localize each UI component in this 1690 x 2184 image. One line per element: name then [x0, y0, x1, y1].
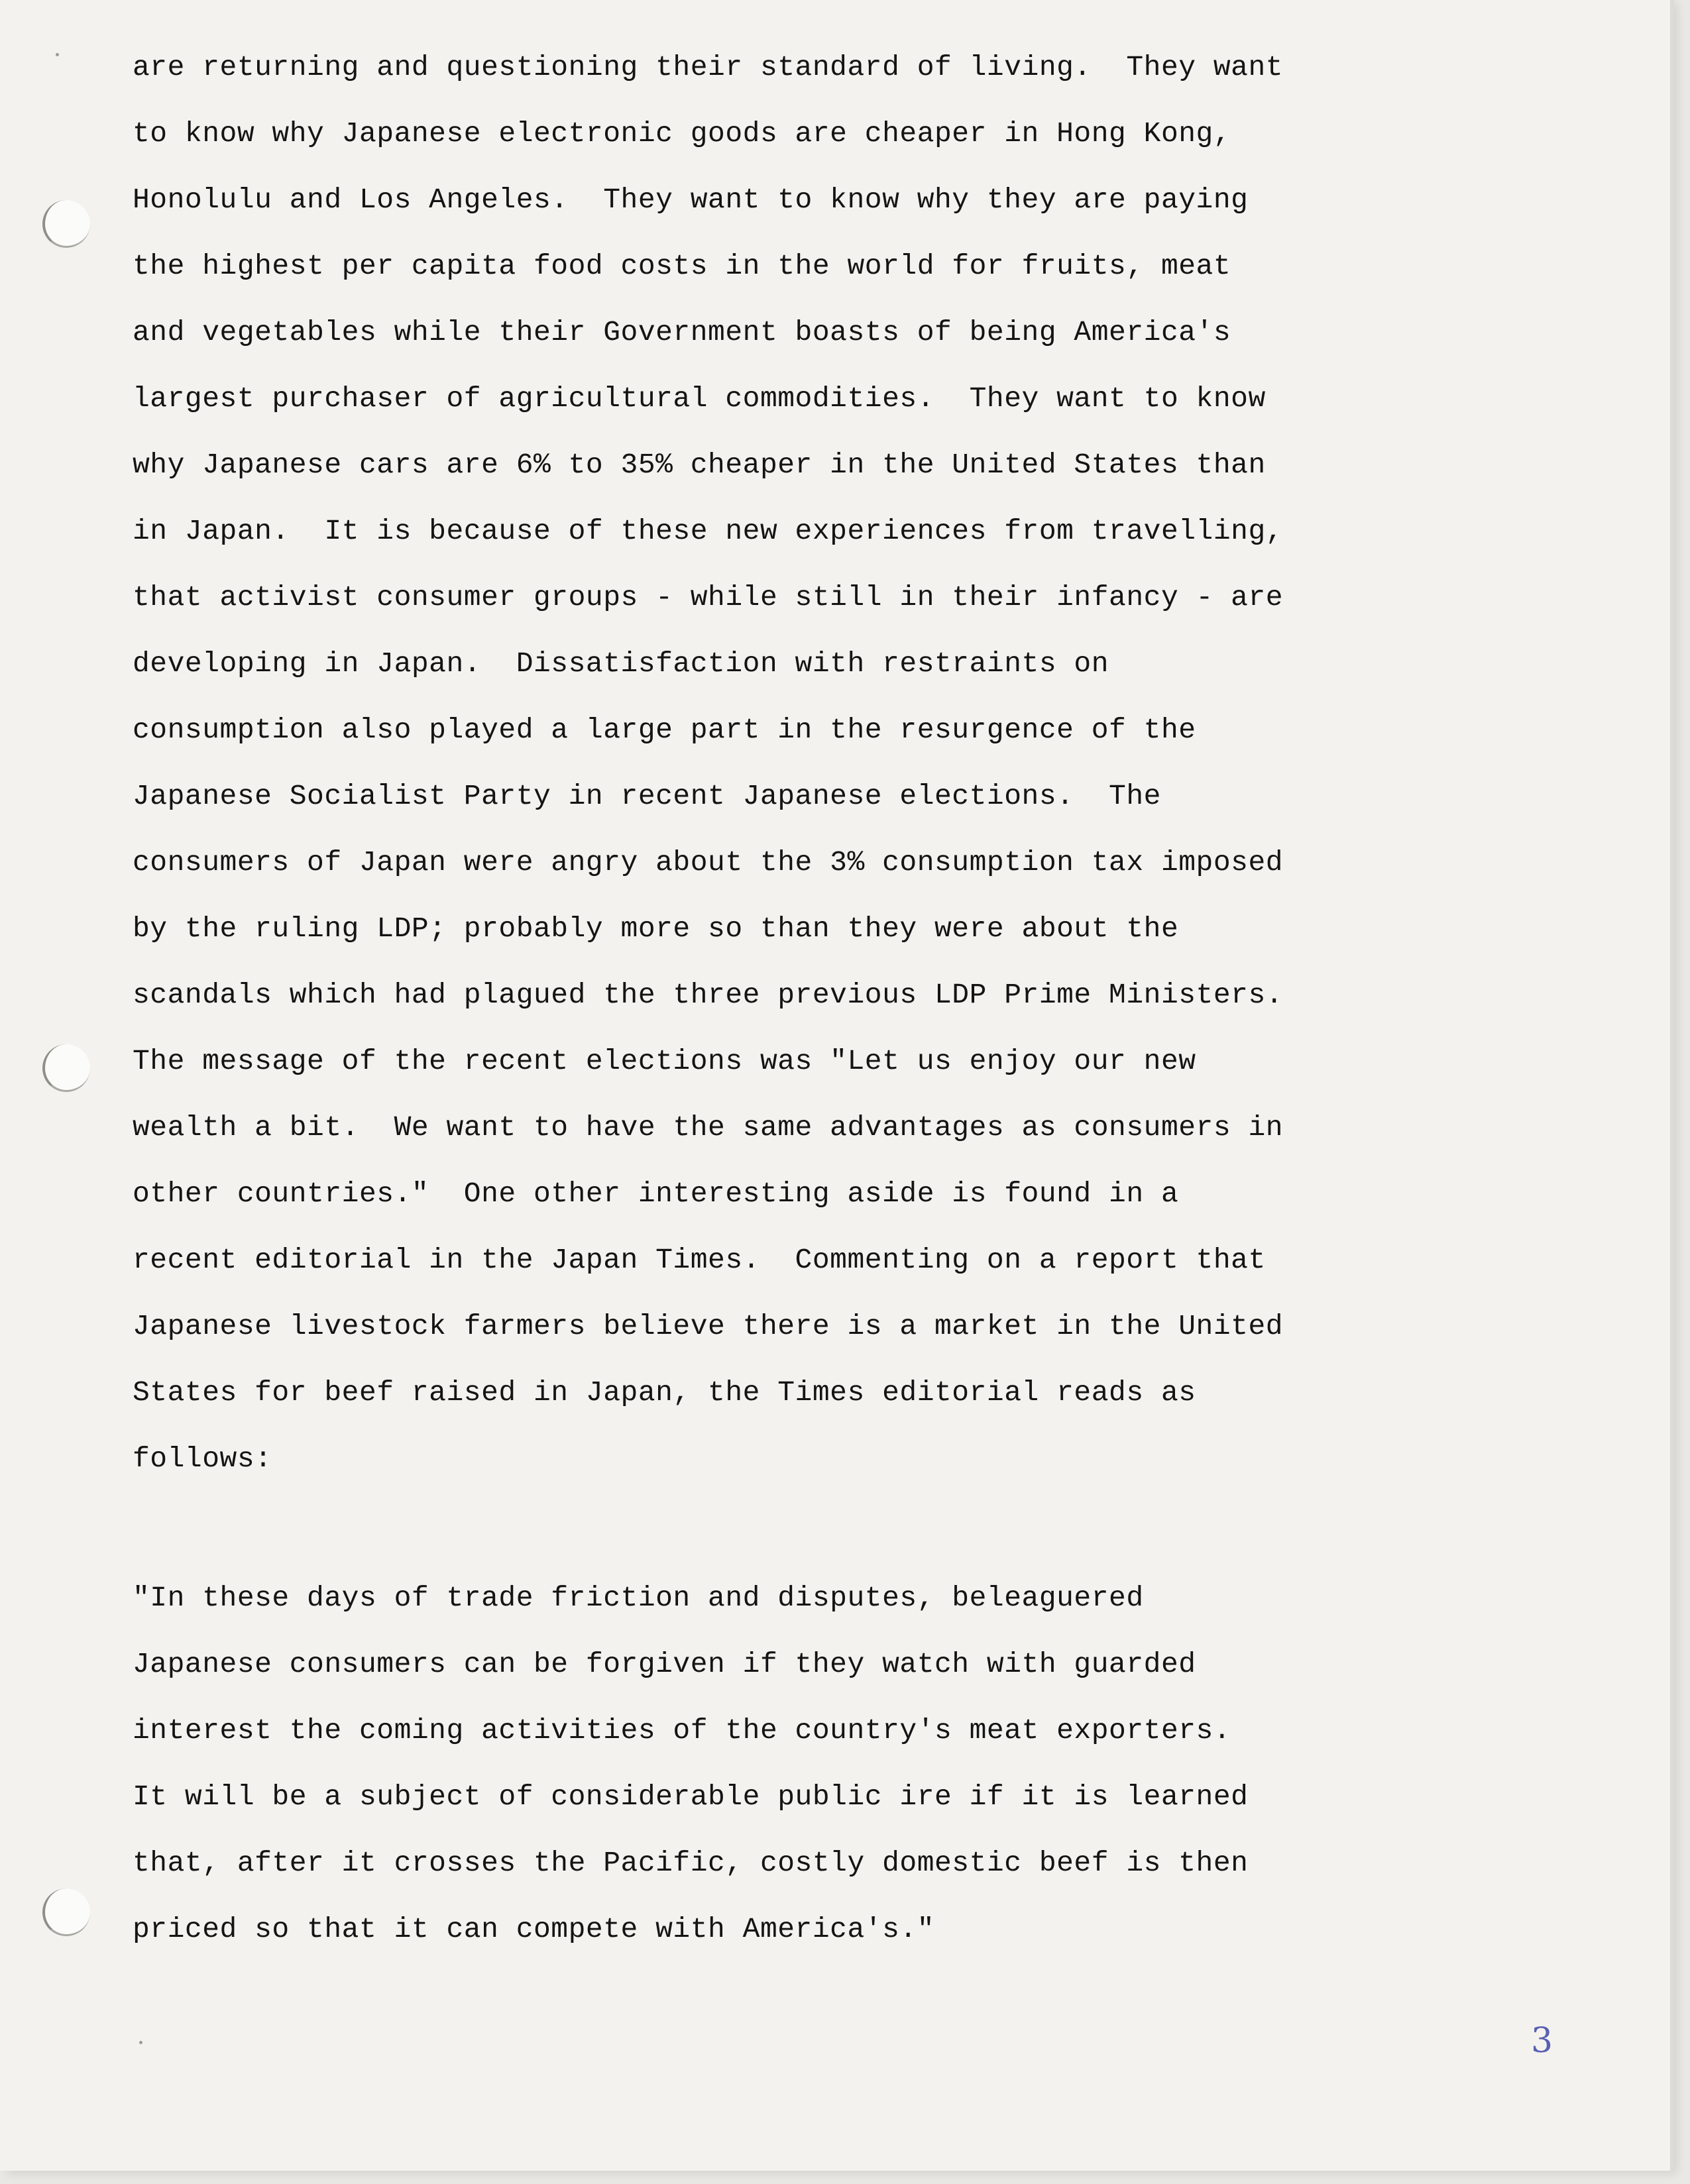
body-line: follows: — [133, 1443, 272, 1475]
body-line: why Japanese cars are 6% to 35% cheaper in the United States than — [133, 449, 1266, 481]
quote-line: priced so that it can compete with America's." — [133, 1913, 934, 1945]
body-line: that activist consumer groups - while still in their infancy - are — [133, 581, 1284, 614]
block-quote — [133, 1565, 1471, 1963]
body-line: scandals which had plagued the three previous LDP Prime Ministers. — [133, 979, 1284, 1011]
quote-line: that, after it crosses the Pacific, costly domestic beef is then — [133, 1847, 1249, 1879]
body-line: consumption also played a large part in the resurgence of the — [133, 714, 1196, 746]
punch-hole-top — [42, 200, 90, 248]
body-line: Japanese Socialist Party in recent Japanese elections. The — [133, 780, 1161, 812]
body-line: States for beef raised in Japan, the Times editorial reads as — [133, 1376, 1196, 1409]
body-line: The message of the recent elections was "Let us enjoy our new — [133, 1045, 1196, 1077]
body-line: and vegetables while their Government boasts of being America's — [133, 316, 1231, 349]
body-line: largest purchaser of agricultural commodities. They want to know — [133, 382, 1266, 415]
body-line: consumers of Japan were angry about the 3% consumption tax imposed — [133, 846, 1284, 879]
paper-speck — [56, 53, 59, 56]
quote-line: interest the coming activities of the country's meat exporters. — [133, 1714, 1231, 1747]
body-line: in Japan. It is because of these new experiences from travelling, — [133, 515, 1284, 547]
body-line: to know why Japanese electronic goods are cheaper in Hong Kong, — [133, 117, 1231, 150]
body-line: by the ruling LDP; probably more so than they were about the — [133, 912, 1179, 945]
body-line: developing in Japan. Dissatisfaction with restraints on — [133, 647, 1109, 680]
body-line: recent editorial in the Japan Times. Commenting on a report that — [133, 1244, 1266, 1276]
body-line: other countries." One other interesting aside is found in a — [133, 1177, 1179, 1210]
page-number: 3 — [1531, 2021, 1553, 2061]
punch-hole-middle — [42, 1044, 90, 1092]
punch-hole-bottom — [42, 1888, 90, 1936]
quote-line: Japanese consumers can be forgiven if they watch with guarded — [133, 1648, 1196, 1680]
quote-line: "In these days of trade friction and disputes, beleaguered — [133, 1582, 1144, 1614]
paper-speck — [139, 2041, 142, 2044]
body-line: wealth a bit. We want to have the same advantages as consumers in — [133, 1111, 1284, 1144]
body-line: the highest per capita food costs in the world for fruits, meat — [133, 250, 1231, 282]
body-paragraph — [133, 34, 1471, 1492]
quote-line: It will be a subject of considerable public ire if it is learned — [133, 1780, 1249, 1813]
body-line: Japanese livestock farmers believe there is a market in the United — [133, 1310, 1284, 1342]
body-line: Honolulu and Los Angeles. They want to know why they are paying — [133, 184, 1249, 216]
body-line: are returning and questioning their standard of living. They want — [133, 51, 1284, 83]
